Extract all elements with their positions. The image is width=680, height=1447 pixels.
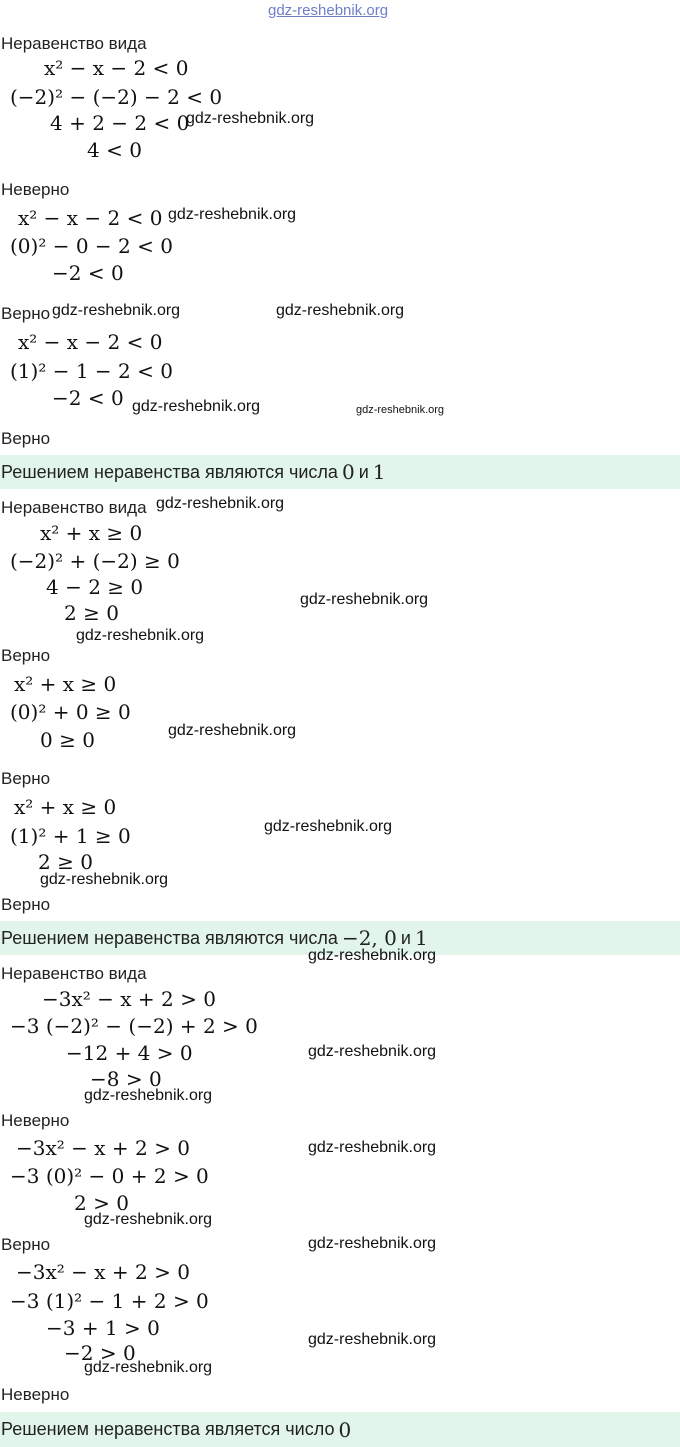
answer-value: 0 xyxy=(338,1417,352,1442)
answer-text: Решением неравенства являются числа xyxy=(1,461,338,482)
watermark: gdz-reshebnik.org xyxy=(168,206,297,223)
math-line: x² − x − 2 < 0 xyxy=(18,330,163,354)
watermark: gdz-reshebnik.org xyxy=(186,110,315,127)
answer-text: Решением неравенства являются числа xyxy=(1,927,338,948)
watermark: gdz-reshebnik.org xyxy=(84,1087,213,1104)
watermark: gdz-reshebnik.org xyxy=(264,818,393,835)
verdict-true: Верно xyxy=(1,1235,51,1254)
math-line: (1)² + 1 ≥ 0 xyxy=(10,824,131,848)
math-line: x² − x − 2 < 0 xyxy=(44,56,189,80)
watermark: gdz-reshebnik.org xyxy=(156,495,285,512)
math-line: 4 < 0 xyxy=(87,138,142,162)
inequality-heading: Неравенство вида xyxy=(1,964,147,983)
watermark: gdz-reshebnik.org xyxy=(308,1235,437,1252)
answer-value: 0 xyxy=(341,460,355,484)
watermark: gdz-reshebnik.org xyxy=(308,947,437,964)
math-line: −3 (−2)² − (−2) + 2 > 0 xyxy=(10,1014,258,1038)
verdict-false: Неверно xyxy=(1,1385,70,1404)
answer-conjunction: и xyxy=(358,461,369,482)
verdict-true: Верно xyxy=(1,646,51,665)
math-line: 4 + 2 − 2 < 0 xyxy=(50,111,190,135)
answer-text: Решением неравенства является число xyxy=(1,1419,335,1439)
math-line: 2 ≥ 0 xyxy=(64,601,119,625)
math-line: (−2)² − (−2) − 2 < 0 xyxy=(10,85,223,109)
math-line: x² + x ≥ 0 xyxy=(40,521,143,545)
math-line: 0 ≥ 0 xyxy=(40,728,95,752)
answer-value: 1 xyxy=(372,460,386,484)
math-line: 4 − 2 ≥ 0 xyxy=(46,575,144,599)
watermark: gdz-reshebnik.org xyxy=(40,871,169,888)
watermark: gdz-reshebnik.org xyxy=(84,1359,213,1376)
verdict-false: Неверно xyxy=(1,1111,70,1130)
answer-value: 1 xyxy=(414,926,428,950)
verdict-true: Верно xyxy=(1,895,51,914)
answer-band xyxy=(0,455,680,489)
watermark: gdz-reshebnik.org xyxy=(356,404,445,416)
watermark: gdz-reshebnik.org xyxy=(308,1043,437,1060)
math-line: −3 + 1 > 0 xyxy=(46,1316,160,1340)
math-line: (0)² − 0 − 2 < 0 xyxy=(10,234,173,258)
math-line: (−2)² + (−2) ≥ 0 xyxy=(10,549,180,573)
math-line: x² + x ≥ 0 xyxy=(14,672,117,696)
watermark: gdz-reshebnik.org xyxy=(168,722,297,739)
math-line: −2 < 0 xyxy=(52,261,124,285)
inequality-heading: Неравенство вида xyxy=(1,34,147,53)
answer-band xyxy=(0,1412,680,1447)
watermark: gdz-reshebnik.org xyxy=(276,302,405,319)
math-line: −3 (1)² − 1 + 2 > 0 xyxy=(10,1289,209,1313)
watermark: gdz-reshebnik.org xyxy=(308,1139,437,1156)
math-line: −3x² − x + 2 > 0 xyxy=(16,1136,190,1160)
math-line: x² − x − 2 < 0 xyxy=(18,206,163,230)
watermark: gdz-reshebnik.org xyxy=(52,302,181,319)
watermark: gdz-reshebnik.org xyxy=(76,627,205,644)
math-line: −2 > 0 xyxy=(64,1341,136,1365)
math-line: −3x² − x + 2 > 0 xyxy=(42,987,216,1011)
watermark: gdz-reshebnik.org xyxy=(300,591,429,608)
watermark: gdz-reshebnik.org xyxy=(132,398,261,415)
math-line: −12 + 4 > 0 xyxy=(66,1041,193,1065)
answer-conjunction: и xyxy=(400,927,411,948)
inequality-heading: Неравенство вида xyxy=(1,498,147,517)
verdict-true: Верно xyxy=(1,304,51,323)
math-line: x² + x ≥ 0 xyxy=(14,795,117,819)
math-line: (0)² + 0 ≥ 0 xyxy=(10,700,131,724)
watermark: gdz-reshebnik.org xyxy=(84,1211,213,1228)
answer-value: −2, 0 xyxy=(341,926,397,950)
verdict-false: Неверно xyxy=(1,180,70,199)
math-line: 2 ≥ 0 xyxy=(38,850,93,874)
math-line: −3 (0)² − 0 + 2 > 0 xyxy=(10,1164,209,1188)
verdict-true: Верно xyxy=(1,769,51,788)
verdict-true: Верно xyxy=(1,429,51,448)
math-line: −8 > 0 xyxy=(90,1067,162,1091)
math-line: −2 < 0 xyxy=(52,386,124,410)
math-line: (1)² − 1 − 2 < 0 xyxy=(10,359,173,383)
math-line: −3x² − x + 2 > 0 xyxy=(16,1260,190,1284)
watermark: gdz-reshebnik.org xyxy=(308,1331,437,1348)
math-line: 2 > 0 xyxy=(74,1191,129,1215)
watermark-top[interactable]: gdz-reshebnik.org xyxy=(268,2,389,19)
